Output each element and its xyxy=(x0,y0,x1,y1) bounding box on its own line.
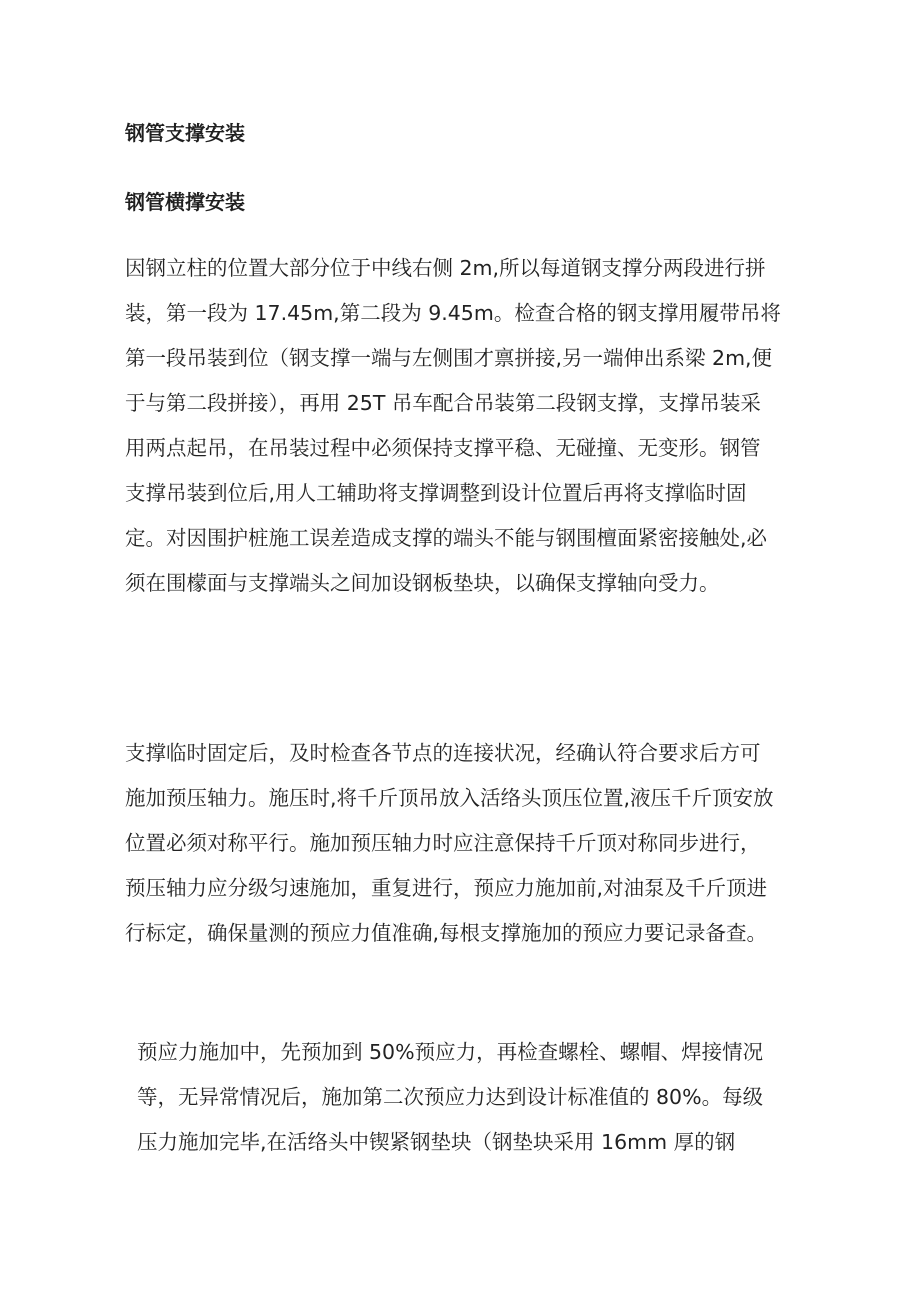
paragraph-prestress xyxy=(137,1030,763,1165)
section-heading: 钢管支撑安装 xyxy=(125,121,245,145)
text-line: 须在围檬面与支撑端头之间加设钢板垫块，以确保支撑轴向受力。 xyxy=(125,571,720,595)
text-line: 等，无异常情况后，施加第二次预应力达到设计标准值的 80%。每级 xyxy=(137,1085,764,1109)
paragraph-installation xyxy=(125,246,781,606)
text-line: 行标定，确保量测的预应力值准确,每根支撑施加的预应力要记录备查。 xyxy=(125,921,768,945)
text-line: 装，第一段为 17.45m,第二段为 9.45m。检查合格的钢支撑用履带吊将 xyxy=(125,301,781,325)
text-line: 预应力施加中，先预加到 50%预应力，再检查螺栓、螺帽、焊接情况 xyxy=(137,1040,764,1064)
subsection-heading: 钢管横撑安装 xyxy=(125,190,245,214)
text-line: 支撑临时固定后，及时检查各节点的连接状况，经确认符合要求后方可 xyxy=(125,741,761,765)
text-line: 用两点起吊，在吊装过程中必须保持支撑平稳、无碰撞、无变形。钢管 xyxy=(125,436,761,460)
text-line: 支撑吊装到位后,用人工辅助将支撑调整到设计位置后再将支撑临时固 xyxy=(125,481,747,505)
paragraph-preload xyxy=(125,731,774,956)
text-line: 第一段吊装到位（钢支撑一端与左侧围才禀拼接,另一端伸出系梁 2m,便 xyxy=(125,346,773,370)
text-line: 因钢立柱的位置大部分位于中线右侧 2m,所以每道钢支撑分两段进行拼 xyxy=(125,256,766,280)
text-line: 定。对因围护桩施工误差造成支撑的端头不能与钢围檀面紧密接触处,必 xyxy=(125,526,768,550)
text-line: 于与第二段拼接），再用 25T 吊车配合吊装第二段钢支撑，支撑吊装采 xyxy=(125,391,761,415)
text-line: 施加预压轴力。施压时,将千斤顶吊放入活络头顶压位置,液压千斤顶安放 xyxy=(125,786,774,810)
text-line: 预压轴力应分级匀速施加，重复进行，预应力施加前,对油泵及千斤顶进 xyxy=(125,876,768,900)
text-line: 位置必须对称平行。施加预压轴力时应注意保持千斤顶对称同步进行， xyxy=(125,831,761,855)
text-line: 压力施加完毕,在活络头中锲紧钢垫块（钢垫块采用 16mm 厚的钢 xyxy=(137,1130,736,1154)
